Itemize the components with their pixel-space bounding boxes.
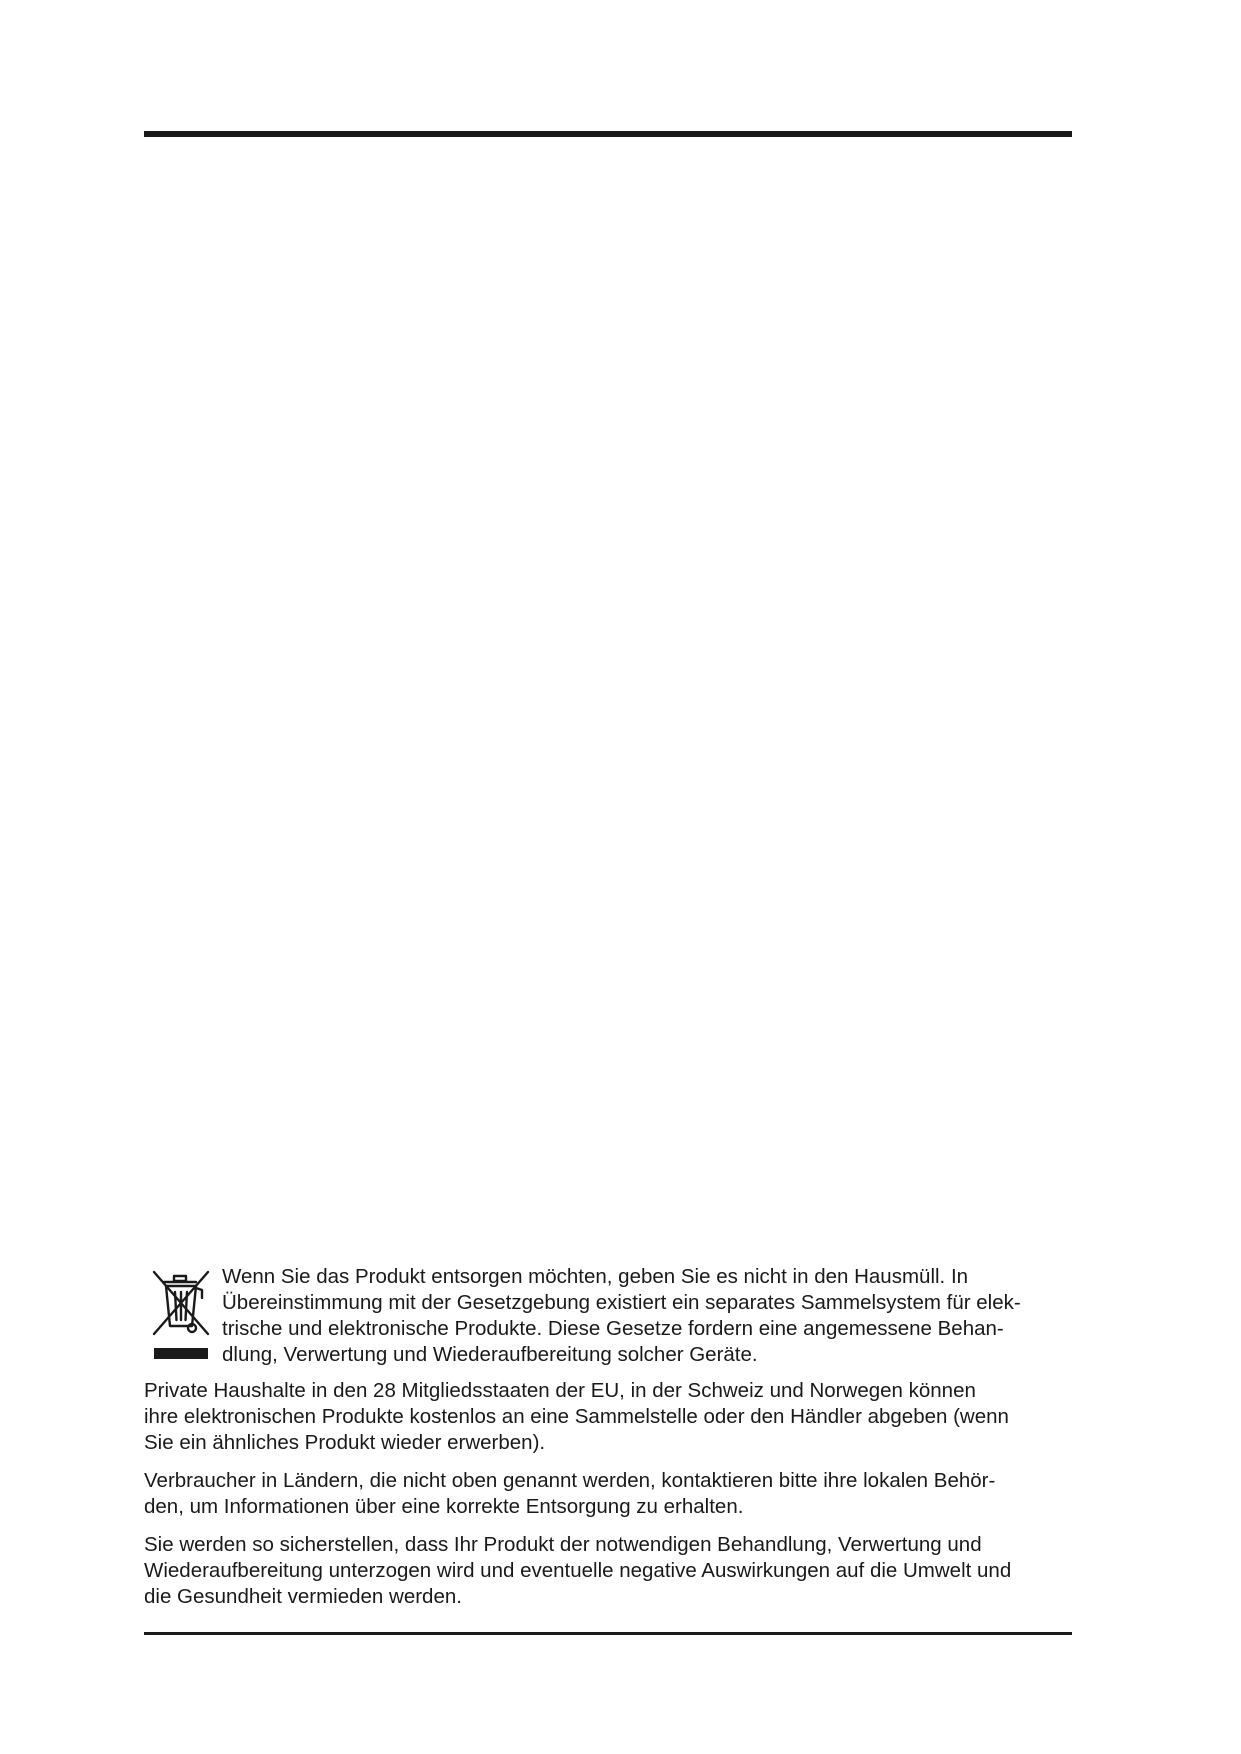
intro-line: trische und elektronische Produkte. Diese Gesetze fordern eine angemessene Behan-: [222, 1317, 1004, 1340]
disposal-intro-text: [222, 1264, 1074, 1368]
paragraph-line: den, um Informationen über eine korrekte Entsorgung zu erhalten.: [144, 1495, 744, 1518]
intro-line: dlung, Verwertung und Wiederaufbereitung solcher Geräte.: [222, 1343, 758, 1366]
paragraph-line: Private Haushalte in den 28 Mitgliedsstaaten der EU, in der Schweiz und Norwegen können: [144, 1379, 976, 1402]
paragraph-other-countries: [144, 1468, 1074, 1520]
intro-line: Wenn Sie das Produkt entsorgen möchten, geben Sie es nicht in den Hausmüll. In: [222, 1265, 969, 1288]
top-divider: [144, 131, 1072, 137]
paragraph-ensure-treatment: [144, 1532, 1074, 1610]
crossed-out-wheelie-bin-icon: [150, 1268, 212, 1362]
paragraph-line: die Gesundheit vermieden werden.: [144, 1585, 462, 1608]
paragraph-line: Sie werden so sicherstellen, dass Ihr Produkt der notwendigen Behandlung, Verwertung und: [144, 1533, 982, 1556]
paragraph-line: Wiederaufbereitung unterzogen wird und eventuelle negative Auswirkungen auf die Umwelt und: [144, 1559, 1012, 1582]
paragraph-line: Sie ein ähnliches Produkt wieder erwerben).: [144, 1431, 546, 1454]
intro-line: Übereinstimmung mit der Gesetzgebung existiert ein separates Sammelsystem für elek-: [222, 1291, 1021, 1314]
paragraph-private-households: [144, 1378, 1074, 1456]
bottom-divider: [144, 1632, 1072, 1635]
paragraph-line: ihre elektronischen Produkte kostenlos an eine Sammelstelle oder den Händler abgeben (wenn: [144, 1405, 1009, 1428]
paragraph-line: Verbraucher in Ländern, die nicht oben genannt werden, kontaktieren bitte ihre lokalen Behör-: [144, 1469, 996, 1492]
